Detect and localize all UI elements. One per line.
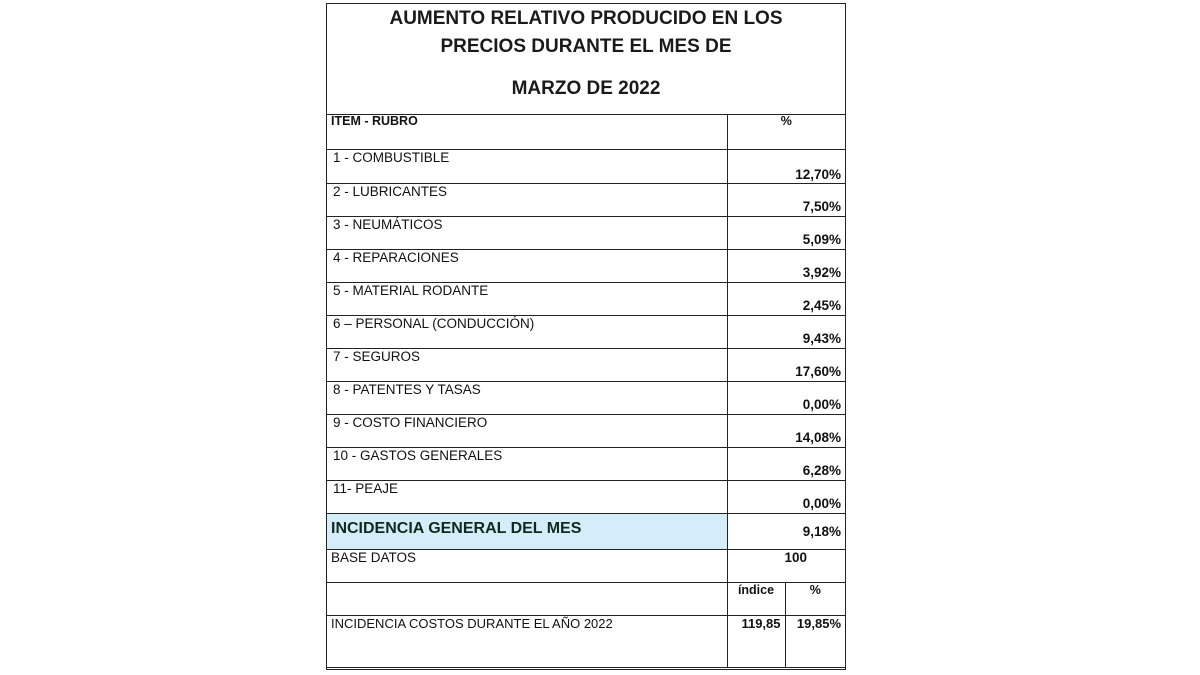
table-row: [327, 249, 845, 282]
item-value: 9,43%: [727, 315, 845, 348]
incidencia-value: 9,18%: [727, 513, 845, 549]
incidencia-row: [327, 513, 845, 549]
table-title: [327, 4, 845, 115]
base-value: 100: [727, 549, 845, 582]
table-row: [327, 348, 845, 381]
table-row: [327, 315, 845, 348]
year-header-row: [327, 582, 845, 615]
item-value: 0,00%: [727, 381, 845, 414]
item-value: 6,28%: [727, 447, 845, 480]
title-line-2: PRECIOS DURANTE EL MES DE: [440, 36, 732, 57]
title-line-1: AUMENTO RELATIVO PRODUCIDO EN LOS: [389, 8, 783, 29]
table-row: [327, 381, 845, 414]
base-row: [327, 549, 845, 582]
items-table: [327, 114, 845, 668]
base-label: BASE DATOS: [327, 549, 727, 582]
item-value: 12,70%: [727, 149, 845, 183]
table-row: [327, 447, 845, 480]
item-name: 4 - REPARACIONES: [327, 249, 727, 282]
item-name: 3 - NEUMÁTICOS: [327, 216, 727, 249]
year-header-blank: [327, 582, 727, 615]
year-pct: 19,85%: [785, 615, 845, 667]
item-name: 9 - COSTO FINANCIERO: [327, 414, 727, 447]
pct-header: %: [785, 582, 845, 615]
indice-header: índice: [727, 582, 785, 615]
item-value: 2,45%: [727, 282, 845, 315]
item-value: 5,09%: [727, 216, 845, 249]
item-name: 6 – PERSONAL (CONDUCCIÓN): [327, 315, 727, 348]
year-label: INCIDENCIA COSTOS DURANTE EL AÑO 2022: [327, 615, 727, 667]
year-row: [327, 615, 845, 667]
item-name: 8 - PATENTES Y TASAS: [327, 381, 727, 414]
item-name: 11- PEAJE: [327, 480, 727, 513]
header-pct-label: %: [727, 114, 845, 149]
item-name: 1 - COMBUSTIBLE: [327, 149, 727, 183]
item-name: 5 - MATERIAL RODANTE: [327, 282, 727, 315]
item-name: 10 - GASTOS GENERALES: [327, 447, 727, 480]
cost-table-sheet: [326, 3, 846, 670]
table-row: [327, 480, 845, 513]
title-line-3: MARZO DE 2022: [511, 78, 661, 99]
item-value: 17,60%: [727, 348, 845, 381]
table-row: [327, 183, 845, 216]
table-row: [327, 216, 845, 249]
header-item-label: ÍTEM - RUBRO: [327, 114, 727, 149]
header-row: [327, 114, 845, 149]
year-indice: 119,85: [727, 615, 785, 667]
item-name: 7 - SEGUROS: [327, 348, 727, 381]
item-value: 14,08%: [727, 414, 845, 447]
incidencia-label: INCIDENCIA GENERAL DEL MES: [327, 513, 727, 549]
table-row: [327, 414, 845, 447]
item-name: 2 - LUBRICANTES: [327, 183, 727, 216]
table-row: [327, 282, 845, 315]
item-value: 3,92%: [727, 249, 845, 282]
item-value: 7,50%: [727, 183, 845, 216]
item-value: 0,00%: [727, 480, 845, 513]
table-row: [327, 149, 845, 183]
